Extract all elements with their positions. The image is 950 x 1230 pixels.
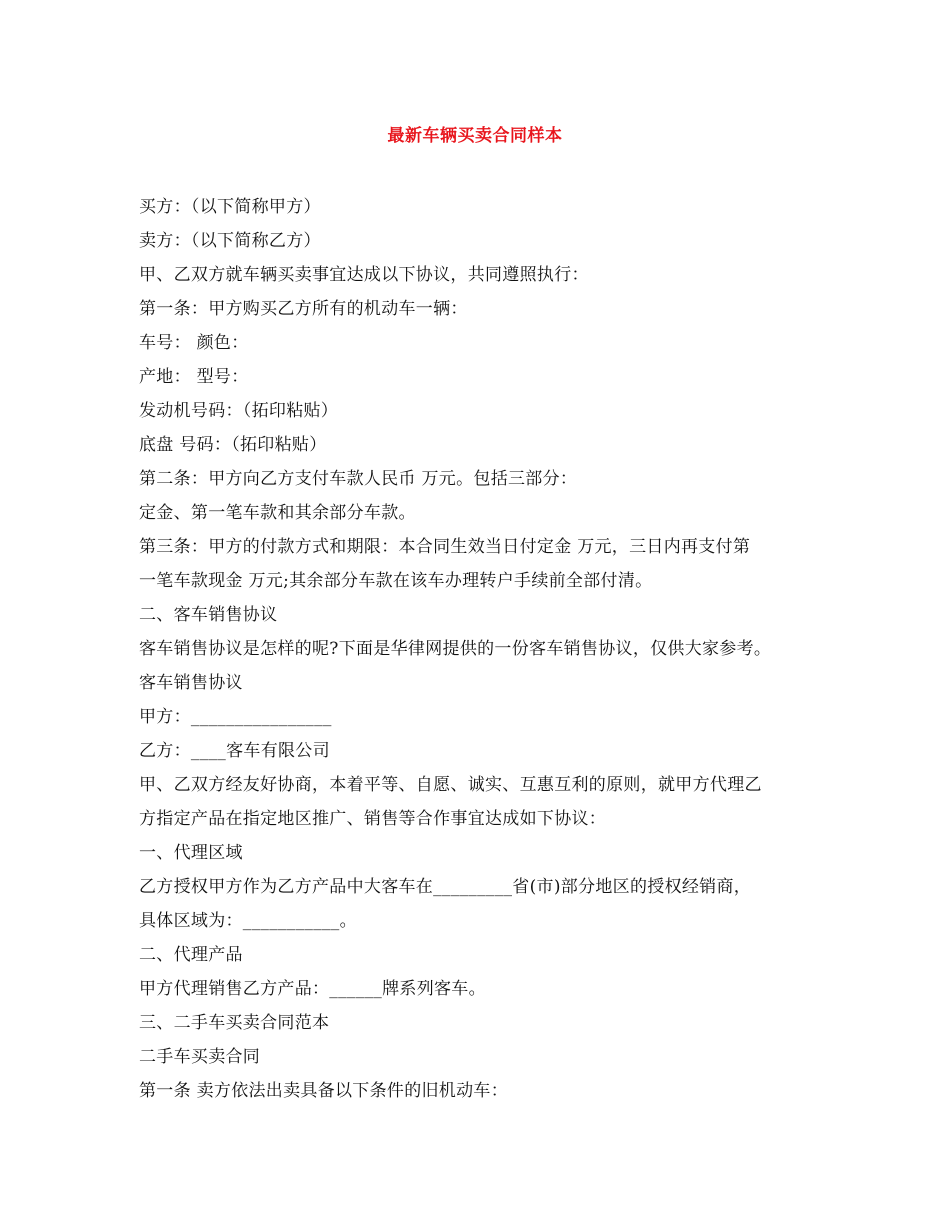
- body-line: 一笔车款现金 万元;其余部分车款在该车办理转户手续前全部付清。: [139, 571, 653, 591]
- document-body: [139, 190, 819, 1108]
- body-line: 方指定产品在指定地区推广、销售等合作事宜达成如下协议：: [139, 809, 607, 829]
- section-heading: 一、代理区域: [139, 843, 243, 863]
- body-line: 甲方代理销售乙方产品：______牌系列客车。: [139, 979, 486, 999]
- body-line: 甲、乙双方经友好协商，本着平等、自愿、诚实、互惠互利的原则，就甲方代理乙: [139, 775, 762, 795]
- body-line: 卖方：（以下简称乙方）: [139, 231, 321, 251]
- body-line: 底盘 号码：（拓印粘贴）: [139, 435, 327, 455]
- body-line: 产地： 型号：: [139, 367, 249, 387]
- section-heading: 二、客车销售协议: [139, 605, 278, 625]
- section-heading: 三、二手车买卖合同范本: [139, 1013, 330, 1033]
- body-line: 第二条：甲方向乙方支付车款人民币 万元。包括三部分：: [139, 469, 578, 489]
- section-heading: 客车销售协议: [139, 673, 243, 693]
- body-line: 发动机号码：（拓印粘贴）: [139, 401, 339, 421]
- body-line: 甲方：________________: [139, 707, 332, 727]
- body-line: 第一条 卖方依法出卖具备以下条件的旧机动车：: [139, 1081, 509, 1101]
- section-heading: 二手车买卖合同: [139, 1047, 261, 1067]
- body-line: 甲、乙双方就车辆买卖事宜达成以下协议，共同遵照执行：: [139, 265, 589, 285]
- body-line: 第三条：甲方的付款方式和期限：本合同生效当日付定金 万元，三日内再支付第: [139, 537, 751, 557]
- body-line: 具体区域为：___________。: [139, 911, 357, 931]
- body-line: 客车销售协议是怎样的呢?下面是华律网提供的一份客车销售协议，仅供大家参考。: [139, 639, 772, 659]
- document-title: 最新车辆买卖合同样本: [387, 126, 563, 146]
- body-line: 车号： 颜色：: [139, 333, 249, 353]
- body-line: 买方：（以下简称甲方）: [139, 197, 321, 217]
- section-heading: 二、代理产品: [139, 945, 243, 965]
- body-line: 乙方：____客车有限公司: [139, 741, 330, 761]
- body-line: 定金、第一笔车款和其余部分车款。: [139, 503, 416, 523]
- body-line: 第一条：甲方购买乙方所有的机动车一辆：: [139, 299, 468, 319]
- body-line: 乙方授权甲方作为乙方产品中大客车在_________省(市)部分地区的授权经销商，: [139, 877, 752, 897]
